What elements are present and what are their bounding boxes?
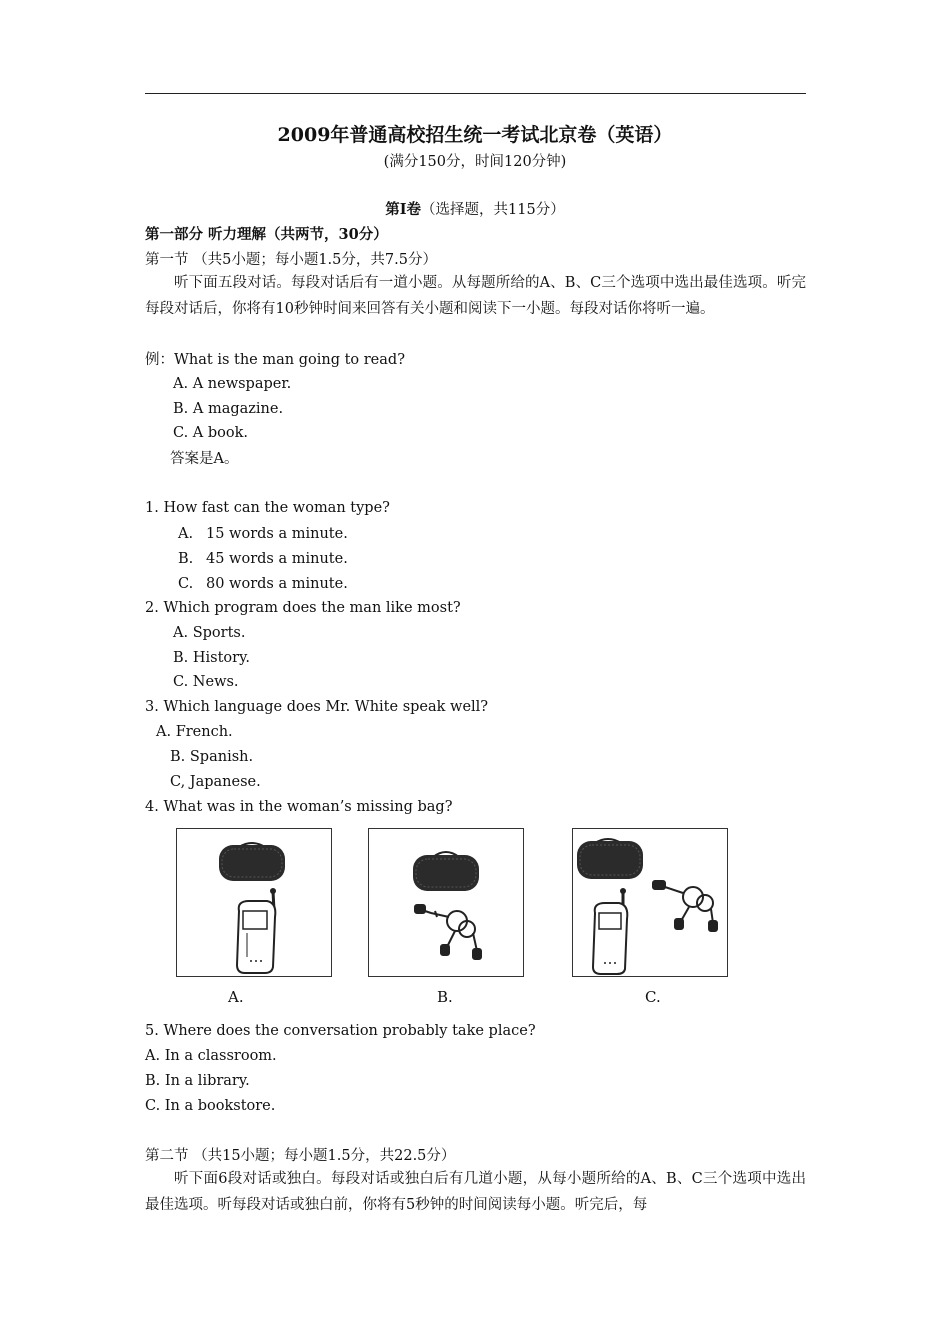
picture-c: [572, 828, 728, 977]
exam-title: 2009年普通高校招生统一考试北京卷（英语）: [277, 124, 673, 146]
purse-and-keys-picture: [369, 829, 523, 976]
q3-option-a: A. French.: [156, 724, 233, 740]
q5-option-a: A. In a classroom.: [145, 1048, 277, 1064]
picture-c-caption: C.: [645, 988, 661, 1006]
purse-and-phone-picture: [177, 829, 331, 976]
q1-option-b-text: 45 words a minute.: [206, 551, 348, 567]
volume-heading: [0, 200, 950, 220]
question-2: 2. Which program does the man like most?: [145, 600, 461, 616]
section1-instructions: 听下面五段对话。每段对话后有一道小题。从每题所给的A、B、C三个选项中选出最佳选项。听完每段对话后，你将有10秒钟时间来回答有关小题和阅读下一小题。每段对话你将听一遍。: [145, 275, 806, 317]
question-5: 5. Where does the conversation probably take place?: [145, 1023, 536, 1039]
section2-instructions: 听下面6段对话或独白。每段对话或独白后有几道小题，从每小题所给的A、B、C三个选项中选出最佳选项。听每段对话或独白前，你将有5秒钟的时间阅读每小题。听完后，每: [145, 1171, 806, 1213]
cell-phone-icon: [593, 888, 627, 974]
q1-option-c-text: 80 words a minute.: [206, 576, 348, 592]
exam-subtitle: (满分150分，时间120分钟): [383, 154, 567, 170]
q5-option-c: C. In a bookstore.: [145, 1098, 276, 1114]
example-answer: 答案是A。: [170, 451, 239, 467]
part1-heading: 第一部分 听力理解（共两节，30分）: [145, 226, 388, 243]
picture-b: [368, 828, 524, 977]
q1-option-b-letter: B.: [178, 551, 194, 567]
q3-option-c: C, Japanese.: [170, 774, 261, 790]
section1-heading: 第一节 （共5小题；每小题1.5分，共7.5分）: [145, 252, 437, 268]
q2-option-b: B. History.: [173, 650, 250, 666]
picture-b-caption: B.: [437, 988, 453, 1006]
purse-icon: [577, 839, 643, 879]
example-option-b: B. A magazine.: [173, 401, 284, 417]
q2-option-a: A. Sports.: [173, 625, 246, 641]
example-option-c: C. A book.: [173, 425, 249, 441]
picture-a-caption: A.: [228, 988, 244, 1006]
q1-option-b: [178, 549, 348, 569]
section2-heading: 第二节 （共15小题；每小题1.5分，共22.5分）: [145, 1148, 456, 1164]
question-3: 3. Which language does Mr. White speak well?: [145, 699, 489, 715]
q1-option-a-letter: A.: [178, 526, 194, 542]
cell-phone-icon: [237, 888, 276, 973]
keys-icon: [653, 881, 717, 931]
purse-icon: [219, 843, 285, 881]
picture-a: [176, 828, 332, 977]
purse-icon: [413, 852, 479, 891]
purse-phone-keys-picture: [573, 829, 727, 976]
volume-label: 第I卷: [385, 201, 422, 218]
example-question: 例：What is the man going to read?: [145, 352, 405, 368]
top-rule: [145, 93, 806, 94]
q5-option-b: B. In a library.: [145, 1073, 250, 1089]
q2-option-c: C. News.: [173, 674, 239, 690]
volume-detail: （选择题，共115分）: [421, 202, 565, 218]
q3-option-b: B. Spanish.: [170, 749, 254, 765]
keys-icon: [415, 905, 481, 959]
example-option-a: A. A newspaper.: [173, 376, 292, 392]
question-1: 1. How fast can the woman type?: [145, 500, 390, 516]
question-4: 4. What was in the woman’s missing bag?: [145, 799, 453, 815]
q1-option-c: [178, 574, 348, 594]
q1-option-a: [178, 524, 348, 544]
q1-option-c-letter: C.: [178, 576, 194, 592]
q1-option-a-text: 15 words a minute.: [206, 526, 348, 542]
